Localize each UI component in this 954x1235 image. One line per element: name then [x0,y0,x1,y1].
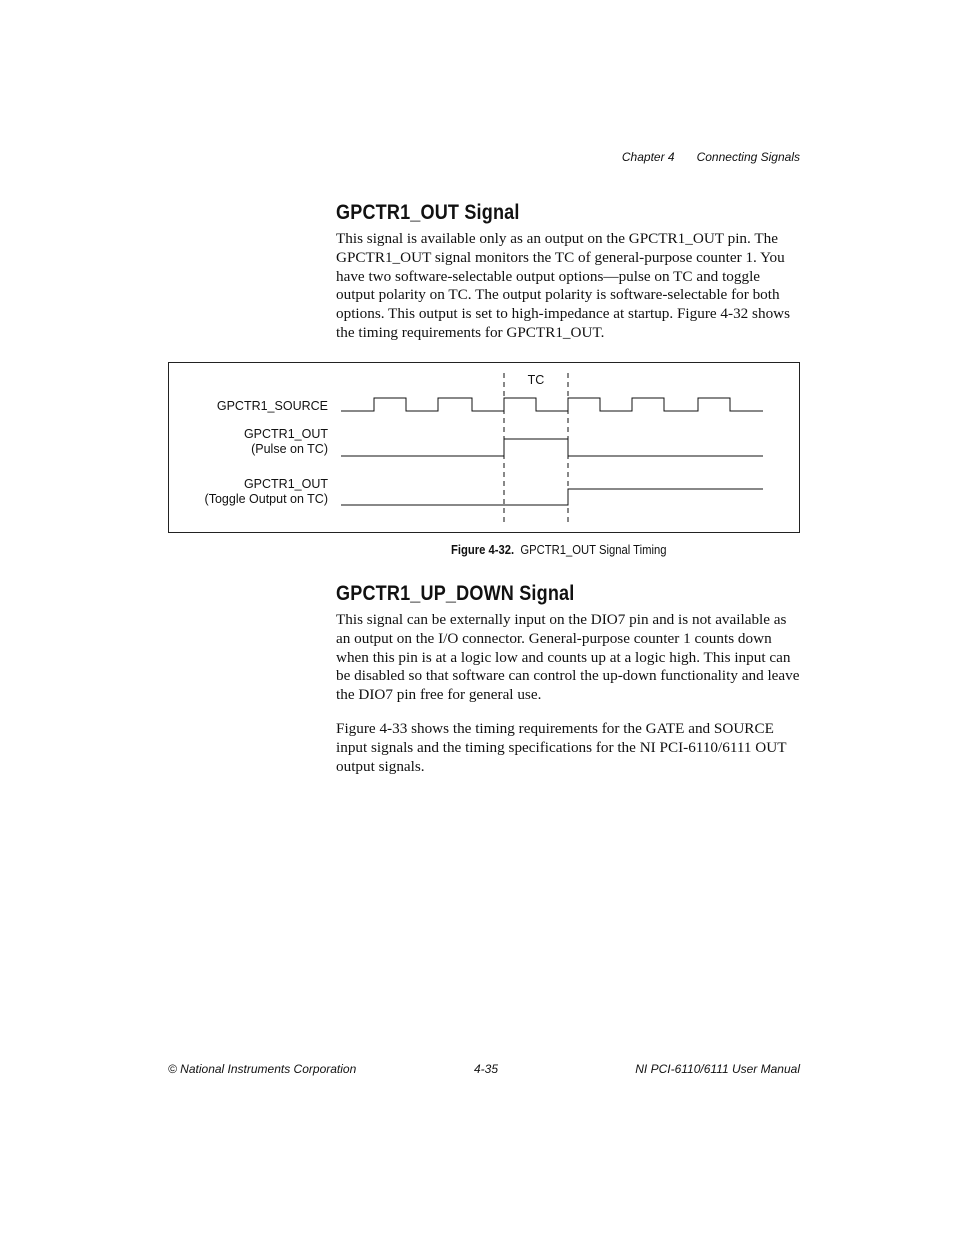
signal-label-toggle-sub: (Toggle Output on TC) [204,492,328,506]
footer-manual-title: NI PCI-6110/6111 User Manual [635,1062,800,1076]
figure-caption-text: GPCTR1_OUT Signal Timing [520,543,667,557]
timing-diagram-svg [169,363,799,532]
timing-diagram [168,362,800,533]
footer-copyright: © National Instruments Corporation [168,1062,357,1076]
running-header [600,150,800,164]
section-title-gpctr1-up-down: GPCTR1_UP_DOWN Signal [336,582,575,605]
section-body-up-down-2: Figure 4-33 shows the timing requirements for the GATE and SOURCE input signals and the timing specifications for the NI PCI-6110/6111 OUT output signals. [336,720,787,775]
figure-caption [451,543,667,557]
footer-page-number: 4-35 [474,1062,499,1076]
figure-caption-number: Figure 4-32. [451,543,515,557]
waveform-gpctr1-out-pulse [341,439,763,456]
header-chapter: Chapter 4 [621,150,675,164]
section-body-up-down-1: This signal can be externally input on the DIO7 pin and is not available as an output on the I/O connector. General-purpose counter 1 counts down when this pin is at a logic low and counts up at a logic high. This input can be disabled so that software can control the up-down functionality and leave the DIO7 pin free for general use. [336,611,800,704]
waveform-gpctr1-out-toggle [341,489,763,505]
signal-label-toggle: GPCTR1_OUT [243,477,328,491]
signal-label-pulse: GPCTR1_OUT [243,427,328,441]
signal-label-pulse-sub: (Pulse on TC) [251,442,328,456]
tc-label: TC [527,373,545,387]
signal-label-source: GPCTR1_SOURCE [216,399,328,413]
section-body-gpctr1-out: This signal is available only as an output on the GPCTR1_OUT pin. The GPCTR1_OUT signal monitors the TC of general-purpose counter 1. You have two software-selectable output options—pulse on TC and toggle output polarity on TC. The output polarity is software-selectable for both options. This output is set to high-impedance at startup. Figure 4-32 shows the timing requirements for GPCTR1_OUT. [336,230,791,341]
section-title-gpctr1-out: GPCTR1_OUT Signal [336,201,520,224]
header-section: Connecting Signals [696,150,800,164]
waveform-gpctr1-source [341,398,763,411]
